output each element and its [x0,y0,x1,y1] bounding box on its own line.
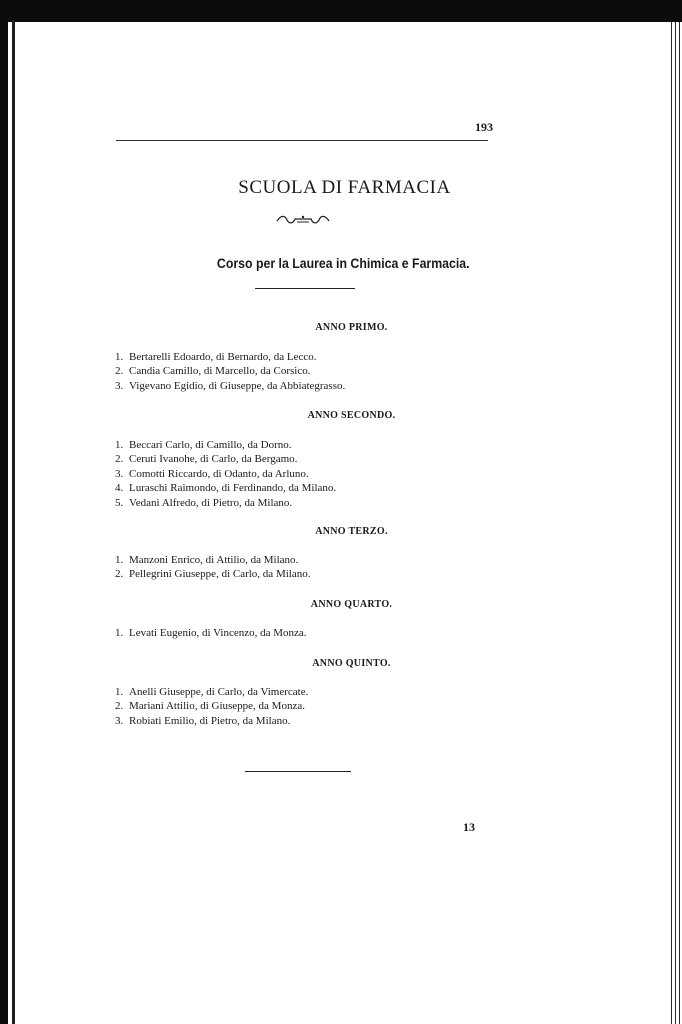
list-item: 1. Manzoni Enrico, di Attilio, da Milano. [115,554,299,566]
list-item: 3. Comotti Riccardo, di Odanto, da Arluno. [115,467,309,480]
list-item: 2. Candia Camillo, di Marcello, da Corsico. [115,365,311,378]
scan-border-left [0,0,8,1024]
list-item: 3. Robiati Emilio, di Pietro, da Milano. [115,714,291,727]
student-list [115,438,336,510]
year-heading: ANNO SECONDO. [307,410,396,421]
list-item: 2. Pellegrini Giuseppe, di Carlo, da Milano. [115,568,311,581]
list-item: 3. Vigevano Egidio, di Giuseppe, da Abbiategrasso. [115,379,346,392]
list-item: 2. Mariani Attilio, di Giuseppe, da Monza. [115,700,305,713]
year-heading: ANNO QUINTO. [312,658,391,669]
list-item: 2. Ceruti Ivanohe, di Carlo, da Bergamo. [115,453,298,466]
closing-rule [245,771,351,772]
list-item: 5. Vedani Alfredo, di Pietro, da Milano. [115,496,293,509]
list-item: 1. Beccari Carlo, di Camillo, da Dorno. [115,439,292,451]
page-number: 13 [463,820,475,834]
ornament-flourish-icon [275,214,331,226]
year-heading: ANNO TERZO. [315,526,388,537]
year-heading: ANNO QUARTO. [310,599,393,610]
list-item: 1. Levati Eugenio, di Vincenzo, da Monza. [115,627,307,639]
list-item: 1. Bertarelli Edoardo, di Bernardo, da Lecco. [115,351,317,363]
list-item: 4. Luraschi Raimondo, di Ferdinando, da Milano. [115,482,337,495]
student-list [115,350,345,393]
scan-page-edges [668,22,682,1024]
course-subtitle: Corso per la Laurea in Chimica e Farmacia. [216,255,470,271]
student-list [115,553,310,582]
page-title: SCUOLA DI FARMACIA [238,177,451,198]
student-list [115,626,307,640]
header-rule [116,140,488,141]
document-page [15,22,668,1024]
section-rule [255,288,355,289]
folio-number: 193 [475,120,493,134]
student-list [115,685,308,728]
list-item: 1. Anelli Giuseppe, di Carlo, da Vimercate. [115,686,309,698]
year-heading: ANNO PRIMO. [315,322,388,333]
scan-border-top [0,0,682,22]
